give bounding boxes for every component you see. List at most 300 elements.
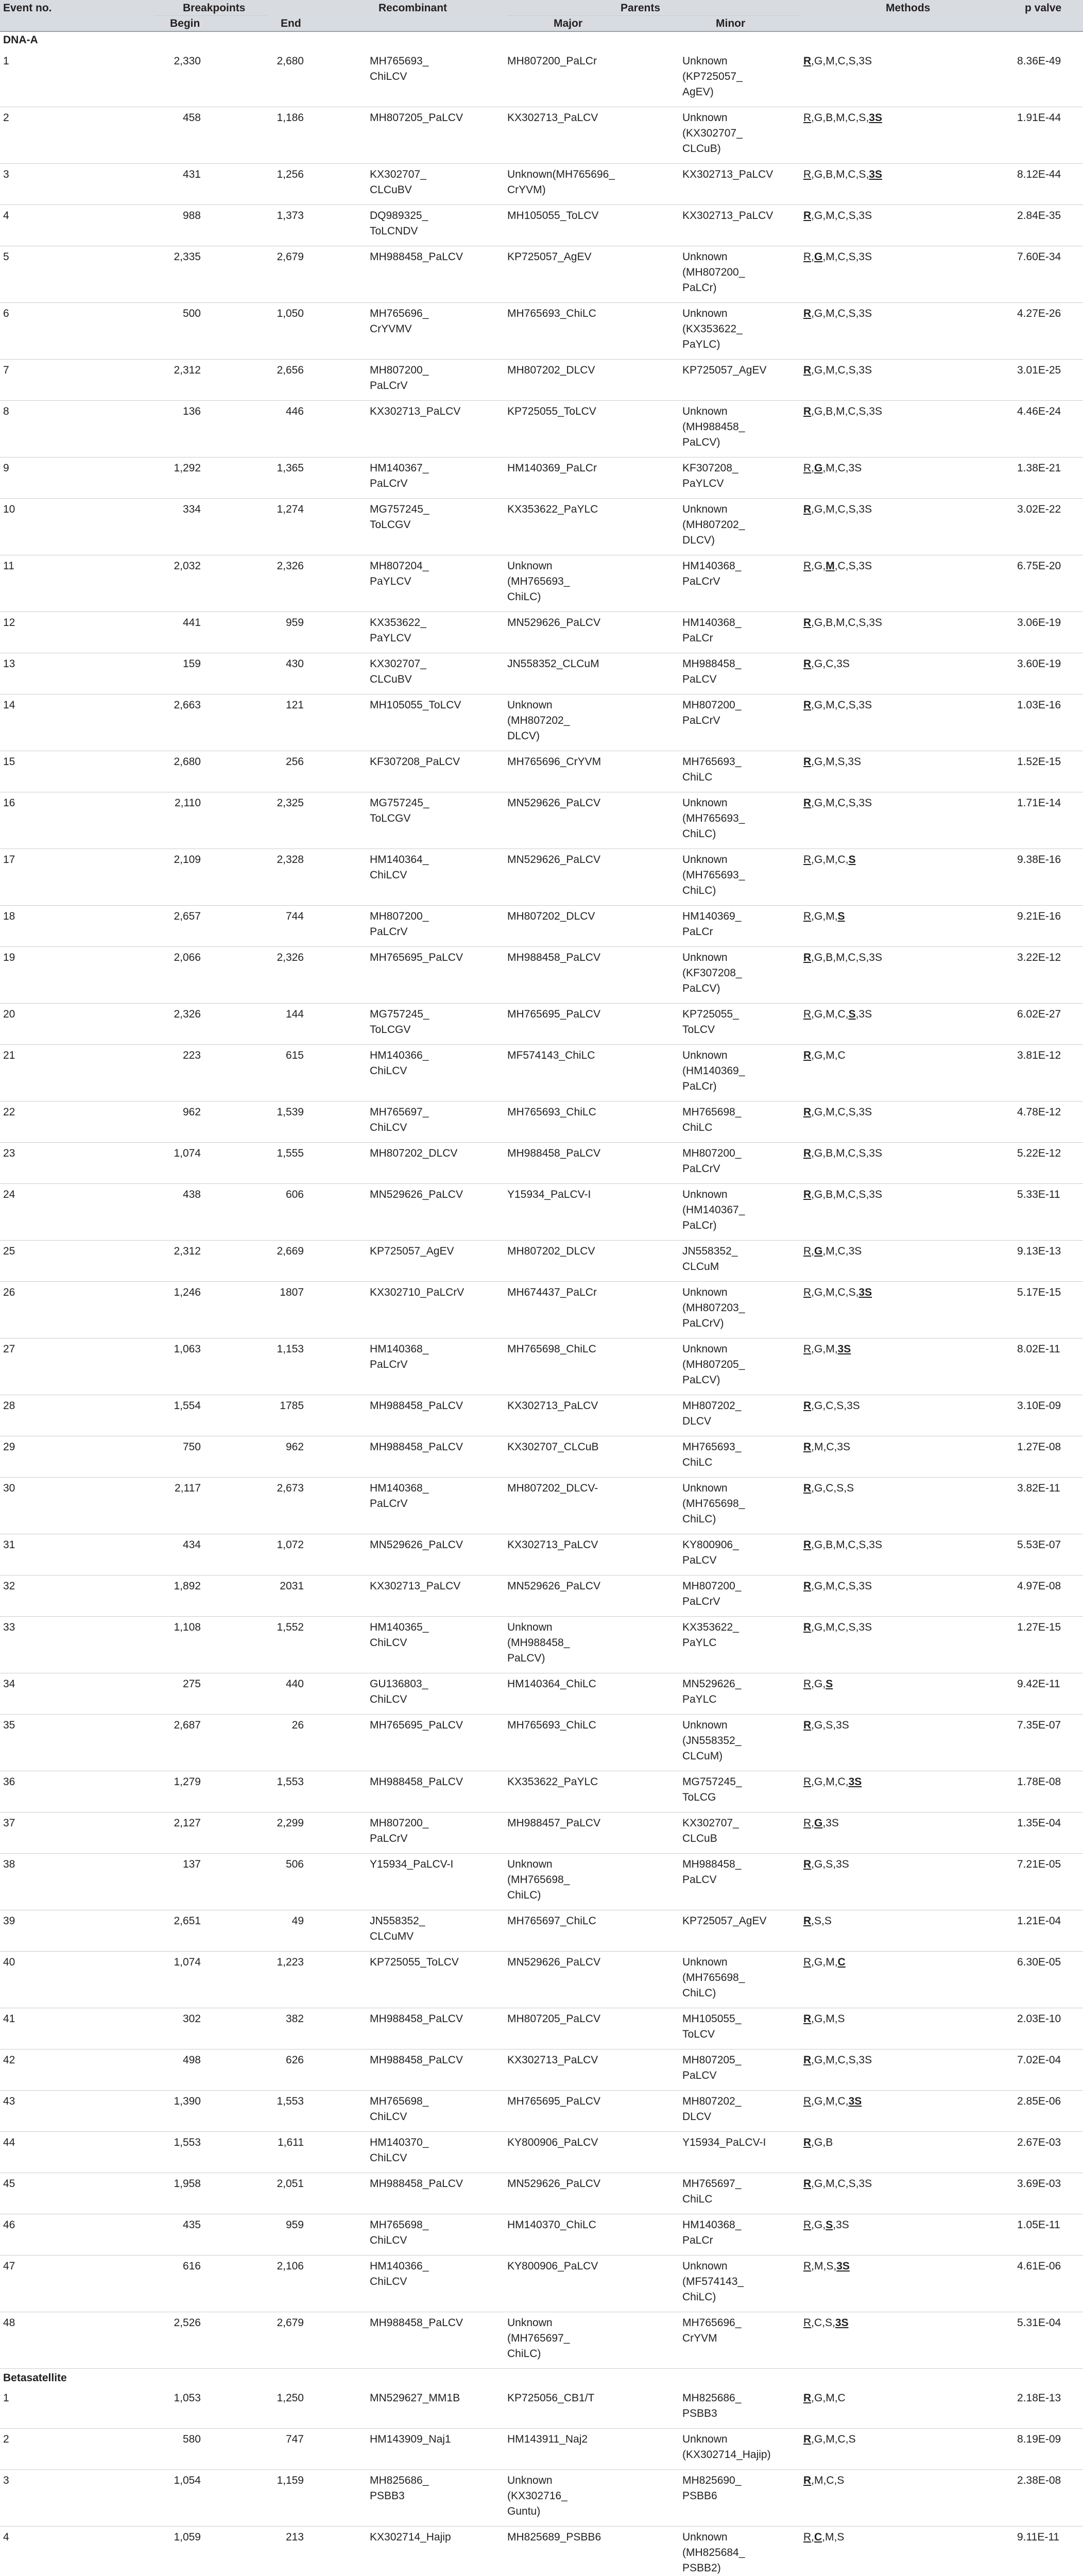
method-token: R [803, 2475, 812, 2486]
method-token: M [826, 1956, 835, 1968]
method-token: S [837, 2531, 845, 2543]
table-row [0, 906, 1083, 947]
cell-methods: R,G,M,C [803, 2392, 846, 2404]
cell-end: 26 [291, 1719, 304, 1731]
cell-pval: 3.10E-09 [1017, 1400, 1061, 1412]
table-row [0, 1436, 1083, 1478]
method-token: C [826, 1482, 834, 1494]
method-token: G [814, 1482, 823, 1494]
method-token: S [836, 1400, 844, 1412]
cell-recomb [370, 1187, 498, 1202]
cell-line: PaYLC) [682, 338, 720, 350]
cell-line: Unknown [682, 2433, 728, 2445]
method-token: S [826, 2219, 833, 2231]
method-token: M [826, 1008, 835, 1020]
cell-methods: R,G,B,M,C,S,3S [803, 617, 882, 629]
cell-line: PaLCV [682, 1554, 717, 1566]
cell-recomb [370, 110, 498, 126]
method-token: C [837, 1776, 846, 1788]
table-row [0, 2008, 1083, 2049]
cell-event: 41 [3, 2013, 15, 2025]
cell-recomb [370, 2094, 498, 2125]
cell-event: 45 [3, 2178, 15, 2190]
cell-methods: R,G,M,C,S,3S [803, 699, 872, 711]
cell-methods: R,G,M,C,S [803, 854, 856, 866]
cell-methods: R,M,C,3S [803, 1441, 851, 1453]
cell-recomb [370, 1620, 498, 1651]
cell-event: 14 [3, 699, 15, 711]
cell-line: KP725055_ [682, 1008, 739, 1020]
cell-minor [682, 1048, 806, 1094]
cell-begin: 137 [182, 1858, 201, 1870]
cell-begin: 750 [182, 1441, 201, 1453]
method-token: S [848, 251, 856, 263]
method-token: C [837, 797, 846, 809]
cell-line: KP725057_AgEV [507, 251, 592, 263]
table-row [0, 2256, 1083, 2312]
cell-line: ChiLCV [370, 2111, 407, 2123]
cell-minor [682, 1007, 806, 1038]
cell-end: 959 [285, 2219, 304, 2231]
cell-event: 17 [3, 854, 15, 866]
cell-line: PSBB6 [682, 2490, 717, 2502]
cell-line: (KX302714_Hajip) [682, 2449, 771, 2461]
cell-recomb [370, 1007, 498, 1038]
cell-end: 506 [285, 1858, 304, 1870]
cell-line: PSBB3 [682, 2408, 717, 2419]
cell-line: ToLCGV [370, 519, 411, 531]
cell-major [507, 1857, 677, 1903]
cell-major [507, 909, 677, 924]
cell-line: Unknown [682, 854, 728, 866]
method-token: R [803, 1858, 812, 1870]
cell-begin: 988 [182, 210, 201, 222]
cell-line: PaLCV [682, 2070, 717, 2081]
method-token: R [803, 1441, 812, 1453]
cell-end: 2,051 [277, 2178, 304, 2190]
method-token: S [858, 617, 866, 629]
cell-line: (KP725057_ [682, 71, 743, 82]
cell-methods: R,G,M,C,S,3S [803, 1286, 872, 1298]
cell-major [507, 1048, 677, 1063]
cell-line: PaLCrV [682, 715, 720, 726]
cell-recomb [370, 1481, 498, 1512]
cell-minor [682, 2391, 806, 2421]
cell-line: MH807202_ [682, 2095, 742, 2107]
table-row [0, 107, 1083, 164]
method-token: M [826, 910, 835, 922]
method-token: G [814, 405, 823, 417]
cell-line: MH825690_ [682, 2475, 742, 2486]
cell-pval: 4.46E-24 [1017, 405, 1061, 417]
cell-methods: R,G,B,M,C,S,3S [803, 952, 882, 963]
method-token: 3S [858, 560, 872, 572]
cell-line: PaLCrV [682, 575, 720, 587]
cell-recomb [370, 2011, 498, 2027]
method-token: 3S [869, 1189, 882, 1200]
cell-end: 606 [285, 1189, 304, 1200]
cell-line: Unknown [682, 1286, 728, 1298]
cell-line: (MH988458_ [682, 421, 745, 433]
header-begin: Begin [170, 18, 200, 29]
cell-line: (MH807200_ [682, 266, 745, 278]
cell-line: Unknown(MH765696_ [507, 168, 615, 180]
method-token: S [826, 1719, 833, 1731]
cell-event: 46 [3, 2219, 15, 2231]
table-row [0, 694, 1083, 751]
method-token: S [848, 1008, 856, 1020]
method-token: C [837, 1245, 846, 1257]
cell-event: 43 [3, 2095, 15, 2107]
cell-pval: 4.61E-06 [1017, 2260, 1061, 2272]
cell-pval: 8.19E-09 [1017, 2433, 1061, 2445]
cell-begin: 2,066 [174, 952, 201, 963]
table-row [0, 457, 1083, 499]
method-token: G [814, 2095, 823, 2107]
cell-line: KX302707_CLCuB [507, 1441, 599, 1453]
method-token: 3S [826, 1817, 839, 1829]
cell-line: (MH765693_ [682, 869, 745, 881]
cell-minor [682, 2094, 806, 2125]
method-token: G [814, 364, 823, 376]
cell-line: PaLCV) [507, 1652, 545, 1664]
cell-recomb [370, 1718, 498, 1733]
cell-major [507, 1579, 677, 1594]
method-token: R [803, 1147, 812, 1159]
method-token: G [814, 168, 823, 180]
cell-methods: R,G,S [803, 1678, 833, 1690]
cell-begin: 580 [182, 2433, 201, 2445]
header-methods: Methods [886, 2, 931, 14]
method-token: M [826, 1580, 835, 1592]
cell-pval: 1.27E-15 [1017, 1621, 1061, 1633]
method-token: 3S [836, 2219, 849, 2231]
method-token: B [826, 952, 833, 963]
method-token: G [814, 462, 823, 474]
cell-methods: R,G,M,C,S [803, 2433, 856, 2445]
cell-line: JN558352_CLCuM [507, 658, 599, 670]
cell-minor [682, 1537, 806, 1568]
cell-pval: 1.78E-08 [1017, 1776, 1061, 1788]
table-row [0, 1045, 1083, 1101]
method-token: G [814, 1400, 823, 1412]
table-row [0, 1184, 1083, 1241]
method-token: G [814, 1343, 823, 1355]
cell-major [507, 2432, 677, 2447]
cell-line: MH807202_ [682, 1400, 742, 1412]
method-token: 3S [848, 756, 862, 768]
cell-pval: 3.22E-12 [1017, 952, 1061, 963]
method-token: B [826, 1189, 833, 1200]
cell-line: HM140368_ [370, 1343, 429, 1355]
method-token: G [814, 2178, 823, 2190]
cell-line: PaLCrV [682, 1163, 720, 1175]
cell-major [507, 1816, 677, 1831]
method-token: 3S [869, 168, 882, 180]
cell-begin: 1,074 [174, 1147, 201, 1159]
cell-line: (KX302716_ [507, 2490, 568, 2502]
cell-line: Unknown [682, 503, 728, 515]
cell-recomb [370, 852, 498, 883]
cell-line: Unknown [682, 112, 728, 124]
method-token: 3S [836, 1858, 849, 1870]
method-token: G [814, 2137, 823, 2148]
cell-end: 1,223 [277, 1956, 304, 1968]
cell-end: 2,299 [277, 1817, 304, 1829]
cell-line: MH988458_PaLCV [370, 1441, 463, 1453]
method-token: 3S [848, 1245, 862, 1257]
method-token: R [803, 756, 812, 768]
cell-minor [682, 54, 806, 100]
table-row [0, 612, 1083, 653]
cell-pval: 1.35E-04 [1017, 1817, 1061, 1829]
table-row [0, 947, 1083, 1004]
cell-line: CLCuBV [370, 673, 412, 685]
method-token: R [803, 952, 812, 963]
table-row [0, 1395, 1083, 1436]
method-token: M [826, 2013, 835, 2025]
table-row [0, 50, 1083, 107]
cell-line: KX302707_ [682, 1817, 739, 1829]
cell-line: Y15934_PaLCV-I [370, 1858, 454, 1870]
cell-minor [682, 306, 806, 352]
method-token: S [858, 1539, 866, 1551]
method-token: S [848, 1286, 856, 1298]
cell-pval: 5.31E-04 [1017, 2317, 1061, 2329]
cell-end: 2,328 [277, 854, 304, 866]
cell-major [507, 1105, 677, 1120]
table-row [0, 1534, 1083, 1575]
cell-pval: 3.06E-19 [1017, 617, 1061, 629]
method-token: S [848, 55, 856, 67]
cell-event: 6 [3, 308, 9, 319]
method-token: R [803, 2392, 812, 2404]
cell-minor [682, 1676, 806, 1707]
method-token: S [826, 2260, 834, 2272]
cell-minor [682, 167, 806, 182]
cell-line: Y15934_PaLCV-I [507, 1189, 591, 1200]
method-token: C [826, 1400, 834, 1412]
method-token: R [803, 112, 812, 124]
cell-event: 20 [3, 1008, 15, 1020]
method-token: M [826, 2095, 835, 2107]
cell-line: (MH988458_ [507, 1637, 570, 1649]
cell-line: Unknown [507, 2317, 553, 2329]
cell-event: 35 [3, 1719, 15, 1731]
cell-line: MN529627_MM1B [370, 2392, 460, 2404]
cell-begin: 1,054 [174, 2475, 201, 2486]
cell-line: HM140368_ [370, 1482, 429, 1494]
method-token: B [826, 1147, 833, 1159]
cell-line: MH988458_PaLCV [370, 1400, 463, 1412]
cell-end: 2,679 [277, 251, 304, 263]
cell-begin: 1,246 [174, 1286, 201, 1298]
cell-end: 144 [285, 1008, 304, 1020]
method-token: C [837, 55, 846, 67]
table-row [0, 1282, 1083, 1338]
method-token: M [814, 1441, 823, 1453]
cell-begin: 2,109 [174, 854, 201, 866]
cell-minor [682, 1439, 806, 1470]
method-token: 3S [837, 1343, 851, 1355]
method-token: C [837, 251, 846, 263]
cell-major [507, 2094, 677, 2109]
cell-line: Unknown [507, 560, 553, 572]
method-token: G [814, 1817, 823, 1829]
method-token: G [814, 1539, 823, 1551]
method-token: M [836, 1189, 845, 1200]
cell-recomb [370, 167, 498, 198]
method-token: R [803, 308, 812, 319]
cell-major [507, 249, 677, 265]
cell-event: 4 [3, 2531, 9, 2543]
cell-event: 10 [3, 503, 15, 515]
cell-line: (MH765697_ [507, 2332, 570, 2344]
cell-methods: R,G,M,C,S,3S [803, 797, 872, 809]
table-row [0, 1771, 1083, 1812]
cell-recomb [370, 1774, 498, 1790]
method-token: R [803, 1049, 812, 1061]
method-token: C [837, 560, 846, 572]
cell-methods: R,G,S,3S [803, 2219, 849, 2231]
cell-line: PaLCr) [682, 282, 717, 294]
cell-line: MH807205_ [682, 2054, 742, 2066]
cell-line: Unknown [507, 1858, 553, 1870]
cell-line: MH988458_ [682, 658, 742, 670]
method-token: M [826, 1621, 835, 1633]
cell-line: KX302713_PaLCV [507, 112, 598, 124]
method-token: M [826, 251, 835, 263]
cell-line: (MH765698_ [507, 1874, 570, 1886]
cell-recomb [370, 2176, 498, 2192]
cell-line: ChiLCV [370, 1637, 407, 1649]
cell-line: MH988458_PaLCV [507, 1147, 600, 1159]
cell-pval: 9.11E-11 [1017, 2531, 1060, 2543]
table-row [0, 499, 1083, 555]
cell-minor [682, 2530, 806, 2576]
table-row [0, 2527, 1083, 2576]
cell-line: (MH765693_ [682, 812, 745, 824]
method-token: C [814, 2317, 822, 2329]
method-token: G [814, 1049, 823, 1061]
cell-pval: 8.02E-11 [1017, 1343, 1060, 1355]
cell-minor [682, 1342, 806, 1388]
cell-line: KX302714_Hajip [370, 2531, 451, 2543]
method-token: 3S [858, 1106, 872, 1118]
cell-major [507, 1007, 677, 1022]
cell-line: (MH807202_ [507, 715, 570, 726]
cell-major [507, 1481, 677, 1496]
cell-pval: 2.18E-13 [1017, 2392, 1061, 2404]
cell-line: HM140370_ [370, 2137, 429, 2148]
cell-event: 26 [3, 1286, 15, 1298]
cell-minor [682, 1774, 806, 1805]
method-token: 3S [869, 952, 882, 963]
method-token: G [814, 2013, 823, 2025]
cell-pval: 3.82E-11 [1017, 1482, 1060, 1494]
cell-line: Unknown [682, 251, 728, 263]
cell-line: MH807202_DLCV- [507, 1482, 598, 1494]
cell-pval: 1.27E-08 [1017, 1441, 1061, 1453]
cell-line: MH765696_ [682, 2317, 742, 2329]
cell-line: KX353622_ [370, 617, 426, 629]
cell-event: 19 [3, 952, 15, 963]
cell-line: ChiLC [682, 1456, 713, 1468]
method-token: M [826, 364, 835, 376]
method-token: S [848, 2433, 856, 2445]
cell-line: Unknown [507, 699, 553, 711]
cell-major [507, 1913, 677, 1929]
cell-pval: 1.05E-11 [1017, 2219, 1060, 2231]
table-row [0, 1143, 1083, 1184]
cell-line: MH988458_PaLCV [370, 251, 463, 263]
method-token: M [826, 2054, 835, 2066]
cell-line: PaLCr [682, 2234, 713, 2246]
header-end: End [281, 18, 301, 29]
method-token: M [826, 2178, 835, 2190]
cell-end: 430 [285, 658, 304, 670]
method-token: M [826, 1286, 835, 1298]
method-token: M [836, 405, 845, 417]
cell-recomb [370, 2473, 498, 2504]
method-token: C [848, 952, 856, 963]
cell-pval: 3.81E-12 [1017, 1049, 1061, 1061]
method-token: G [814, 55, 823, 67]
cell-minor [682, 208, 806, 224]
method-token: 3S [858, 2054, 872, 2066]
cell-pval: 9.38E-16 [1017, 854, 1061, 866]
table-row [0, 751, 1083, 792]
cell-line: HM140366_ [370, 1049, 429, 1061]
cell-line: KP725057_AgEV [370, 1245, 454, 1257]
cell-line: KX353622_PaYLC [507, 1776, 598, 1788]
cell-line: Y15934_PaLCV-I [682, 2137, 766, 2148]
cell-event: 30 [3, 1482, 15, 1494]
cell-methods: R,G,M,C [803, 1956, 846, 1968]
table-row [0, 1241, 1083, 1282]
cell-begin: 334 [182, 503, 201, 515]
cell-recomb [370, 909, 498, 940]
cell-line: Unknown [507, 2475, 553, 2486]
cell-recomb [370, 363, 498, 394]
cell-begin: 2,526 [174, 2317, 201, 2329]
cell-line: KX302713_PaLCV [370, 1580, 461, 1592]
cell-line: MH765693_ [682, 1441, 742, 1453]
cell-line: KX302713_PaLCV [682, 168, 773, 180]
cell-begin: 458 [182, 112, 201, 124]
table-row [0, 2470, 1083, 2527]
cell-minor [682, 2432, 806, 2463]
method-token: M [826, 1776, 835, 1788]
method-token: G [814, 112, 823, 124]
method-token: M [814, 2260, 823, 2272]
cell-major [507, 110, 677, 126]
cell-event: 15 [3, 756, 15, 768]
header-breakpoints: Breakpoints [183, 2, 246, 14]
cell-line: (MH765698_ [682, 1498, 745, 1510]
method-token: G [814, 1678, 823, 1690]
cell-pval: 2.03E-10 [1017, 2013, 1061, 2025]
cell-begin: 2,680 [174, 756, 201, 768]
table-row [0, 653, 1083, 694]
cell-recomb [370, 1579, 498, 1594]
cell-begin: 435 [182, 2219, 201, 2231]
cell-event: 37 [3, 1817, 15, 1829]
cell-major [507, 1146, 677, 1161]
method-token: R [803, 1482, 812, 1494]
method-token: 3S [858, 1008, 872, 1020]
cell-major [507, 502, 677, 517]
